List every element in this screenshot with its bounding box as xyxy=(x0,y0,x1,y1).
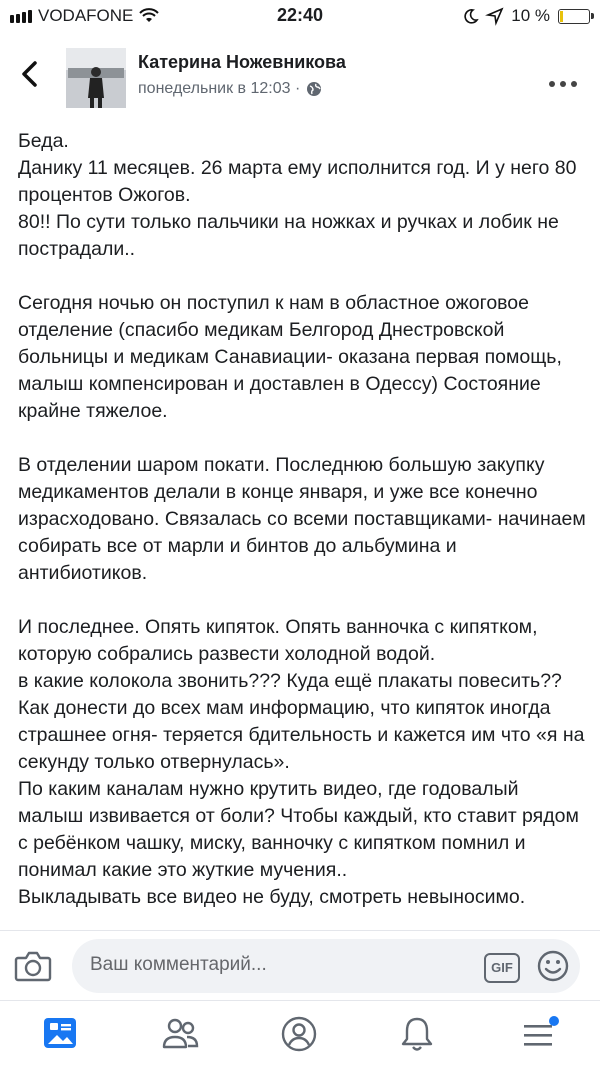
menu-icon xyxy=(520,1015,560,1053)
status-right xyxy=(463,6,590,26)
battery-percent: 10 % xyxy=(511,6,550,25)
comment-placeholder: Ваш комментарий... xyxy=(90,954,267,975)
location-arrow-icon xyxy=(487,8,503,24)
author-name[interactable]: Катерина Ножевникова xyxy=(138,52,346,72)
post-paragraph: И последнее. Опять кипяток. Опять ванночка с кипятком, которую собрались развести холодной водой. в какие колокола звонить??? Куда ещё плакаты повесить??Как донести до всех мам информацию, что кипяток иногда страшнее огня- теряется бдительность и кажется им что «я на секунду только отвернулась». По каким каналам нужно крутить видео, где годовалый малыш извивается от боли? Чтобы каждый, кто ставит рядом с ребёнком чашку, миску, ванночку с кипятком помнил и понимал какие это жуткие мучения.. Выкладывать все видео не буду, смотреть невыносимо. xyxy=(18,616,585,908)
carrier-label: VODAFONE xyxy=(38,6,134,25)
smile-icon xyxy=(536,949,570,983)
profile-icon xyxy=(280,1015,318,1053)
back-button[interactable] xyxy=(20,60,38,94)
comment-input[interactable] xyxy=(72,939,580,993)
tab-menu[interactable] xyxy=(520,1015,560,1055)
friends-icon xyxy=(160,1015,200,1051)
tab-profile[interactable] xyxy=(280,1015,320,1055)
post-paragraph: Сегодня ночью он поступил к нам в областное ожоговое отделение (спасибо медикам Белгород Днестровской больницы и медикам Санавиации- оказана первая помощь, малыш компенсирован и доставлен в Одессу) Состояние крайне тяжелое. xyxy=(18,292,562,422)
more-horizontal-icon xyxy=(548,80,578,88)
post-meta xyxy=(138,80,322,98)
post-body xyxy=(18,128,588,930)
camera-button[interactable] xyxy=(14,949,52,988)
bottom-tab-bar xyxy=(0,1000,600,1067)
more-button[interactable] xyxy=(548,64,578,95)
post-paragraph: В отделении шаром покати. Последнюю большую закупку медикаментов делали в конце января, и уже все конечно израсходовано. Связалась со всеми поставщиками- начинаем собирать все от марли и бинтов до альбумина и антибиотиков. xyxy=(18,454,586,584)
tab-notifications[interactable] xyxy=(400,1015,440,1055)
battery-icon xyxy=(558,9,590,24)
chevron-left-icon xyxy=(20,60,38,88)
moon-icon xyxy=(463,8,479,24)
globe-icon xyxy=(306,81,322,97)
emoji-button[interactable] xyxy=(536,949,570,988)
news-feed-icon xyxy=(42,1015,78,1051)
post-timestamp[interactable]: понедельник в 12:03 · xyxy=(138,80,301,97)
tab-news-feed[interactable] xyxy=(42,1015,82,1055)
gif-icon[interactable]: GIF xyxy=(484,953,520,983)
avatar[interactable] xyxy=(66,48,126,108)
status-time: 22:40 xyxy=(276,5,324,25)
status-bar xyxy=(0,0,600,34)
avatar-image xyxy=(66,48,126,108)
camera-icon xyxy=(14,949,52,983)
post-header xyxy=(0,40,600,112)
notifications-icon xyxy=(400,1015,434,1053)
post-paragraph: Беда. Данику 11 месяцев. 26 марта ему исполнится год. И у него 80 процентов Ожогов. 80!! По сути только пальчики на ножках и ручках и лобик не пострадали.. xyxy=(18,130,577,260)
comment-bar xyxy=(0,930,600,1001)
tab-friends[interactable] xyxy=(160,1015,200,1055)
